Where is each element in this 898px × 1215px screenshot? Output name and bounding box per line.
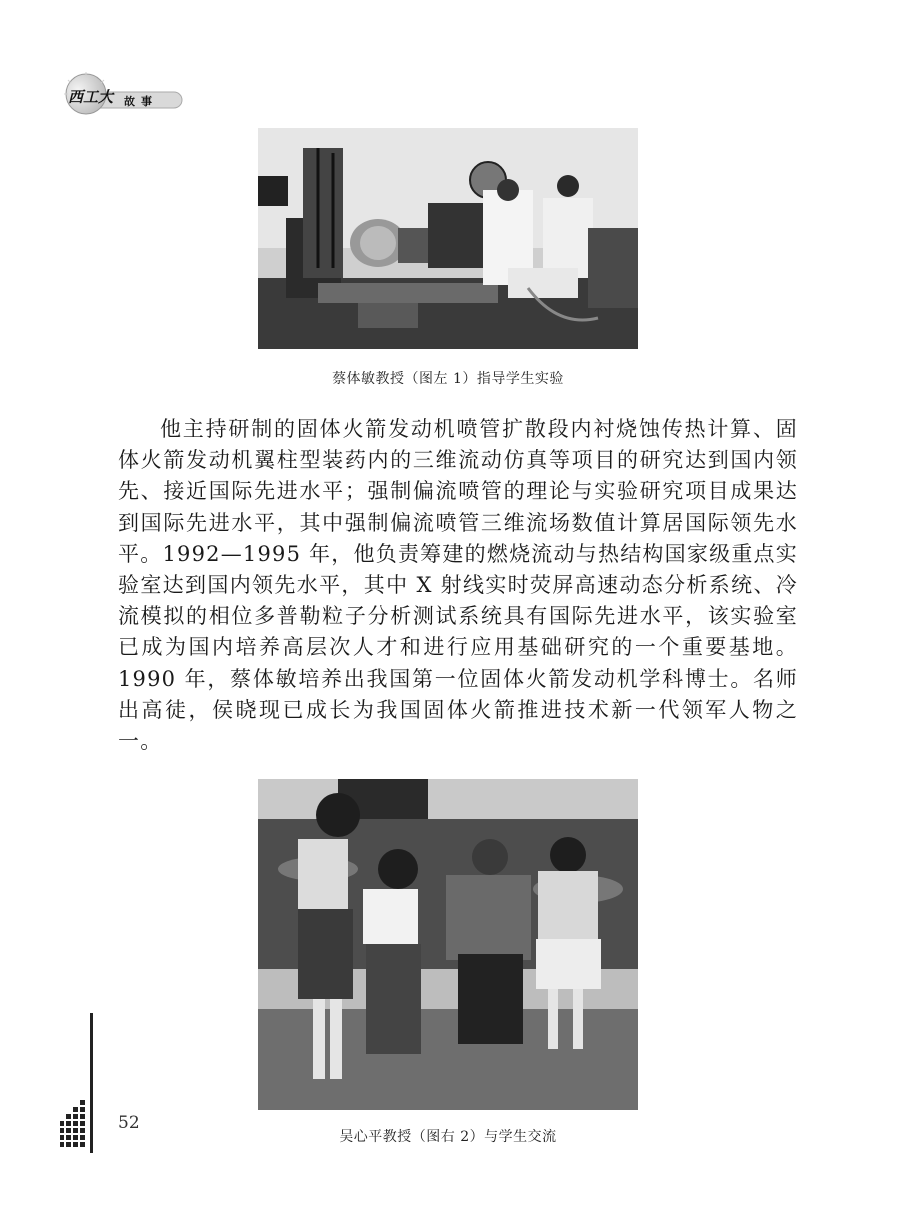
logo-main-text: 西工大: [68, 88, 114, 106]
body-paragraph: 他主持研制的固体火箭发动机喷管扩散段内衬烧蚀传热计算、固体火箭发动机翼柱型装药内的三维流动仿真等项目的研究达到国内领先、接近国际先进水平；强制偏流喷管的理论与实验研究项目成果达到国际先进水平，其中强制偏流喷管三维流场数值计算居国际领先水平。1992—1995 年，他负责筹建的燃烧流动与热结构国家级重点实验室达到国内领先水平，其中 X 射线实时荧屏高速动态分析系统、冷流模拟的相位多普勒粒子分析测试系统具有国际先进水平，该实验室已成为国内培养高层次人才和进行应用基础研究的一个重要基地。1990 年，蔡体敏培养出我国第一位固体火箭发动机学科博士。名师出高徒，侯晓现已成长为我国固体火箭推进技术新一代领军人物之一。: [118, 417, 798, 754]
figure-caption-bottom: 吴心平教授（图右 2）与学生交流: [339, 1129, 557, 1145]
logo-graphic: [62, 72, 184, 116]
page-margin-rule: [90, 1013, 93, 1153]
photo-professor-students: [258, 779, 638, 1110]
logo-sub-text: 故事: [124, 95, 158, 108]
lab-photo-image: [258, 128, 638, 349]
book-logo: [62, 72, 184, 116]
figure-caption-top: 蔡体敏教授（图左 1）指导学生实验: [332, 371, 564, 387]
photo-lab-experiment: [258, 128, 638, 349]
page-corner-ornament: [60, 1098, 88, 1148]
body-paragraph-block: [118, 414, 798, 757]
group-photo-image: [258, 779, 638, 1110]
page-number: 52: [118, 1113, 140, 1133]
